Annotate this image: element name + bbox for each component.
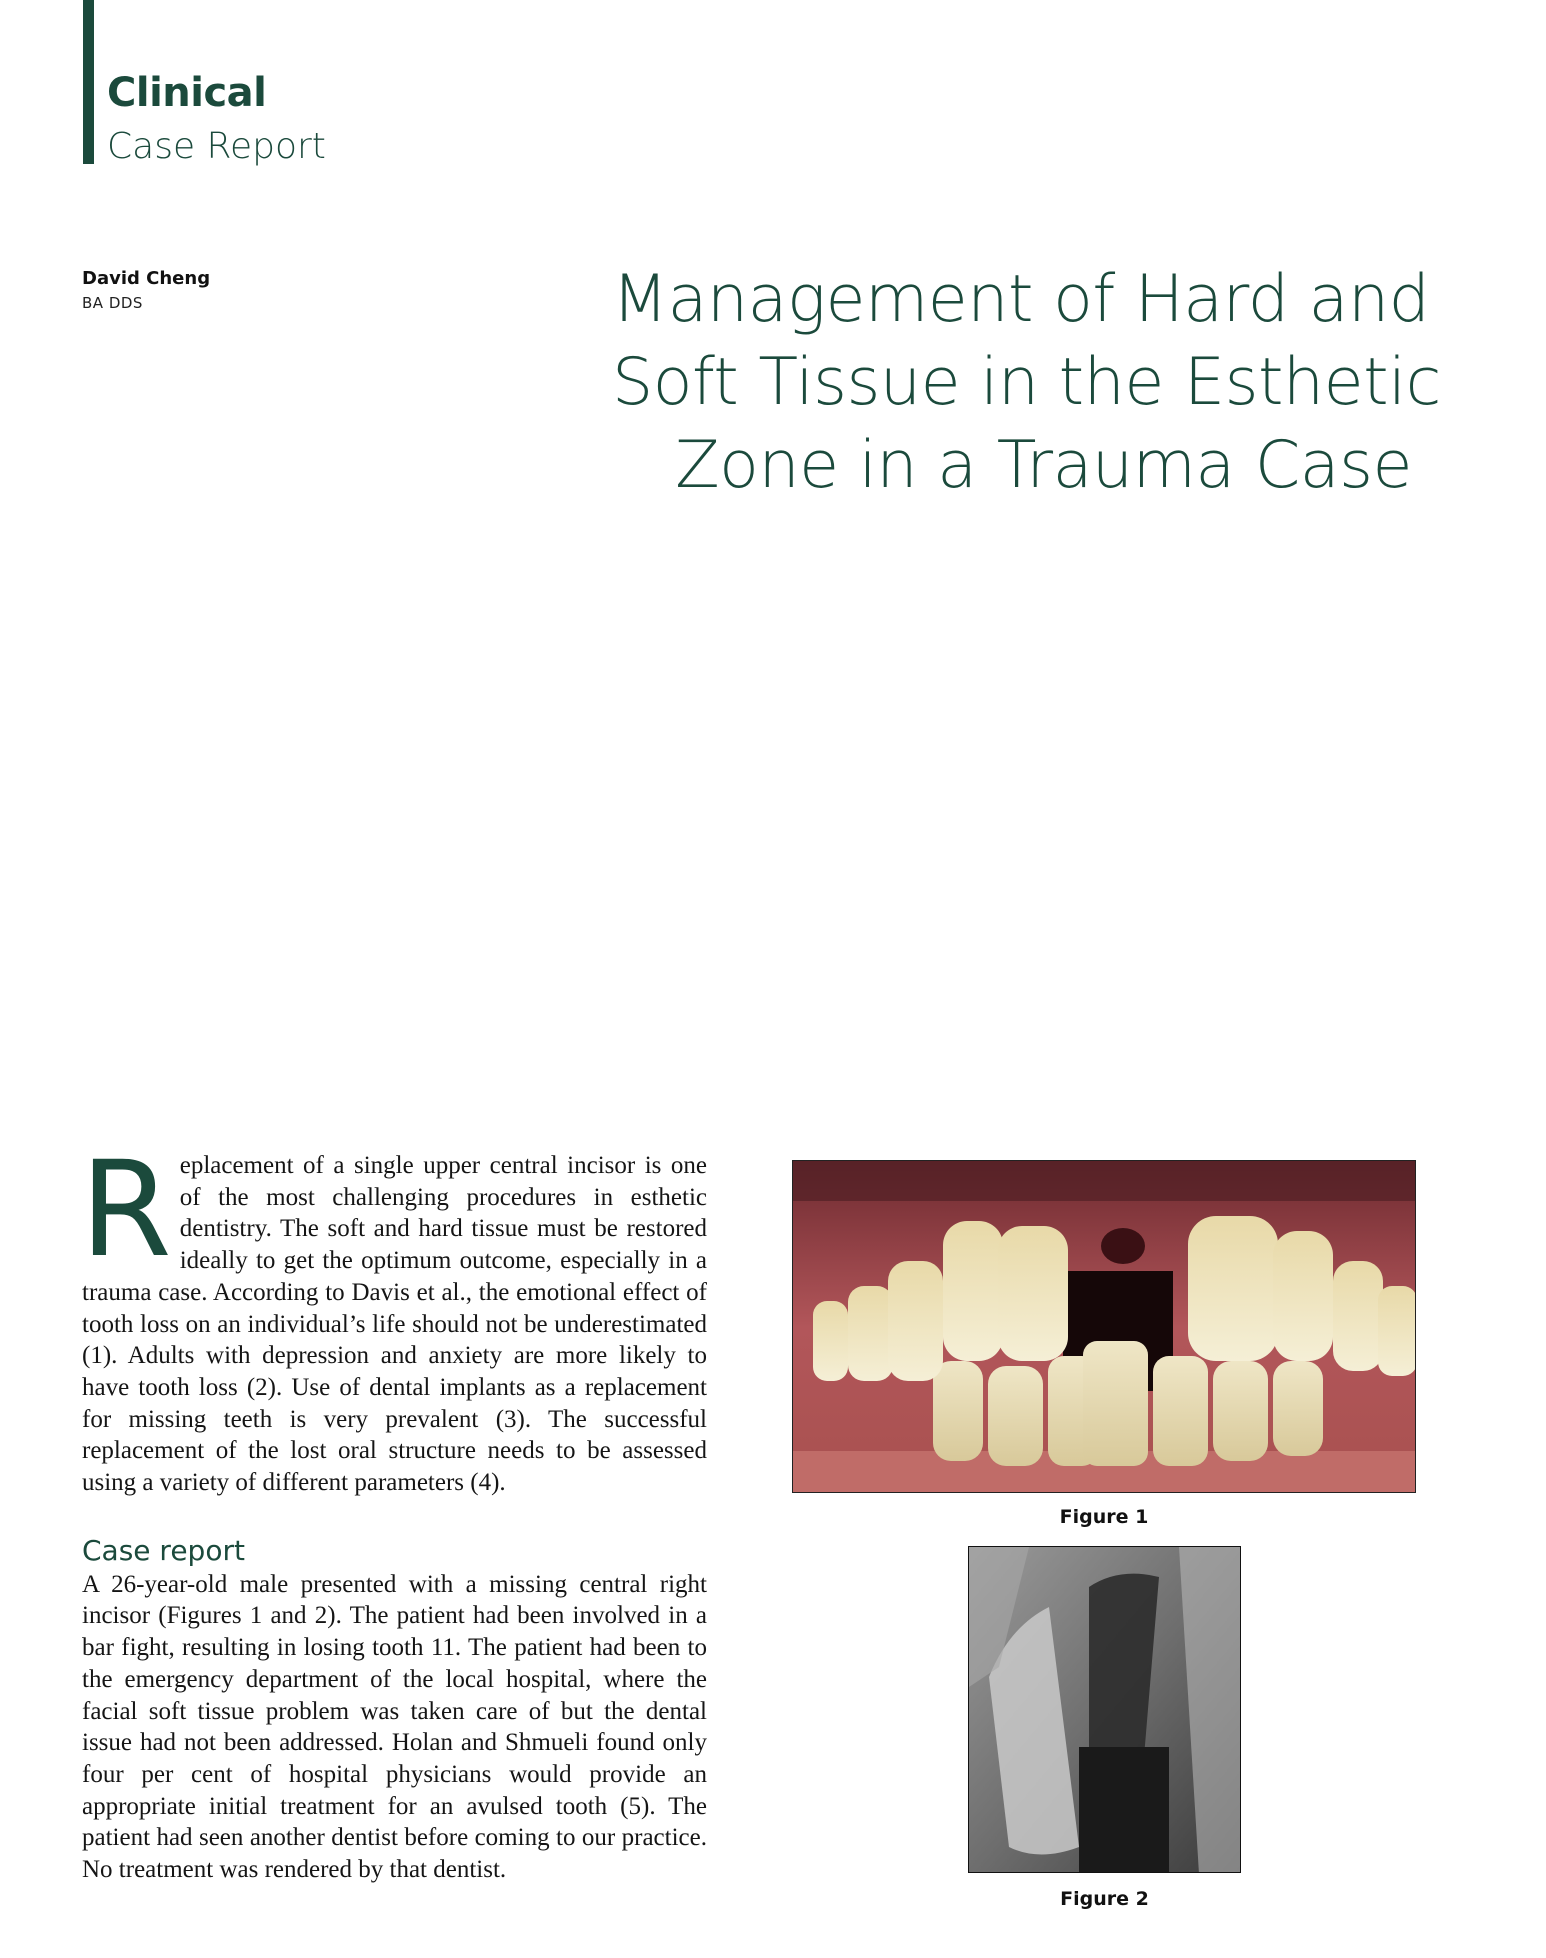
figure-1-caption: Figure 1 bbox=[1059, 1506, 1149, 1528]
section-label: Clinical bbox=[107, 70, 267, 116]
author-name: David Cheng bbox=[82, 268, 211, 289]
body-column bbox=[80, 1133, 707, 1886]
teeth-illustration bbox=[793, 1161, 1416, 1493]
intro-text: eplacement of a single upper central incisor is one of the most challenging procedures in esthetic dentistry. The soft and hard tissue must be restored ideally to get the optimum outcome, especially in a trauma case. According to Davis et al., the emotional effect of tooth loss on an individual’s life should not be underestimated (1). Adults with depression and anxiety are more likely to have tooth loss (2). Use of dental implants as a replacement for missing teeth is very prevalent (3). The successful replacement of the lost oral structure needs to be assessed using a variety of different parameters (4). bbox=[82, 1152, 707, 1497]
section-heading: Case report bbox=[82, 1533, 245, 1567]
article-title bbox=[612, 258, 1441, 507]
intro-paragraph bbox=[80, 1133, 707, 1499]
drop-cap: R bbox=[80, 1133, 172, 1287]
section-sublabel: Case Report bbox=[107, 126, 326, 167]
figure-2-radiograph bbox=[968, 1546, 1241, 1873]
title-line: Zone in a Trauma Case bbox=[675, 428, 1412, 503]
author-credentials: BA DDS bbox=[82, 294, 143, 312]
section-bar bbox=[83, 0, 94, 164]
title-line: Management of Hard and bbox=[612, 262, 1430, 337]
figure-2-caption: Figure 2 bbox=[1060, 1888, 1149, 1910]
figure-1-photo bbox=[792, 1160, 1416, 1493]
xray-illustration bbox=[969, 1547, 1241, 1873]
title-line: Soft Tissue in the Esthetic bbox=[612, 345, 1441, 420]
case-report-paragraph: A 26-year-old male presented with a missing central right incisor (Figures 1 and 2). The patient had been involved in a bar fight, resulting in losing tooth 11. The patient had been to the emergency department of the local hospital, where the facial soft tissue problem was taken care of but the dental issue had not been addressed. Holan and Shmueli found only four per cent of hospital physicians would provide an appropriate initial treatment for an avulsed tooth (5). The patient had seen another dentist before coming to our practice. No treatment was rendered by that dentist. bbox=[82, 1570, 707, 1884]
